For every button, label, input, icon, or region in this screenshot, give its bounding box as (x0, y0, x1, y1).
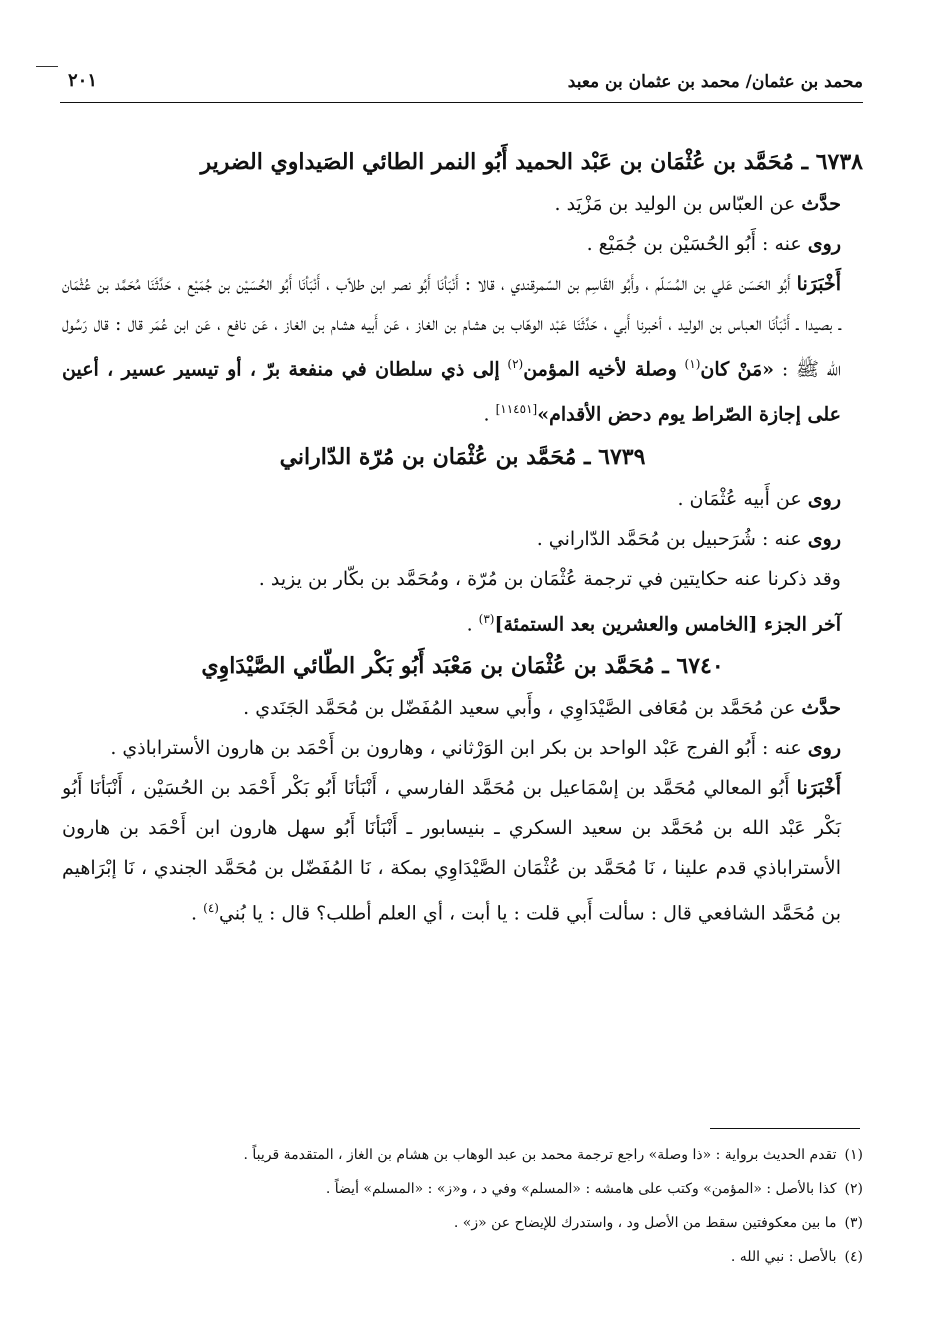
akhbarana-keyword: أَخْبَرَنا (796, 273, 841, 295)
footnote-rule (710, 1128, 860, 1129)
haddath-text: عن مُحَمَّد بن مُعَافى الصَّيْدَاوِي ، وأَبي سعيد المُفَضّل بن مُحَمَّد الجَنَدي . (243, 696, 796, 719)
isnad-text: أَبُو الحَسَن عَلي بن المُسَلّم ، وأَبُو القَاسِم بن السّمرقندي ، قالا : أَنْبَأنَا أَبُو نصر ابن طلاّب ، أَنْبَأنَا أَبُو الحُسَيْن بن جُمَيْع ، حَدَّثَنَا مُحَمَّد بن عُثْمَان ـ بصيدا ـ أَنْبَأنَا العباس بن الوليد ، أخبرنا أَبي ، حَدَّثَنَا عَبْد الوهّاب بن هشام بن الغاز ، عَن أَبيه هشام بن الغاز ، عَن نافع ، عَن ابن عُمَر قال : قال رَسُول الله ﷺ : (62, 273, 841, 381)
akhbarana-keyword: أَخْبَرَنا (796, 776, 841, 799)
end-dot: . (483, 403, 490, 426)
hadith-text-c: إلى ذي سلطان في منفعة برّ ، أو تيسير عسير ، أعين على إجازة الصّراط يوم دحض الأقدام» (62, 358, 841, 426)
entry-6738-haddath (62, 184, 863, 224)
main-text (62, 140, 863, 933)
rawa-keyword: روى (807, 233, 841, 255)
haddath-keyword: حدَّث (801, 696, 841, 719)
entry-6740-isnad (62, 768, 863, 933)
end-dot: . (466, 612, 473, 635)
haddath-text: عن العبّاس بن الوليد بن مَزْيَد . (554, 193, 796, 215)
haddath-keyword: حدَّث (801, 193, 841, 215)
running-title: محمد بن عثمان/ محمد بن عثمان بن معبد (567, 72, 863, 92)
footnote-text: بالأصل : نبي الله . (730, 1249, 837, 1265)
hadith-text-b: وصلة لأخيه المؤمن (523, 358, 677, 381)
entry-6739-title: ٦٧٣٩ ـ مُحَمَّد بن عُثْمَان بن مُرّة الدّاراني (279, 443, 646, 470)
footnote-text: ما بين معكوفتين سقط من الأصل ود ، واستدرك للإيضاح عن «ز» . (453, 1215, 837, 1231)
entry-6739-note: وقد ذكرنا عنه حكايتين في ترجمة عُثْمَان بن مُرّة ، ومُحَمَّد بن بكّار بن يزيد . (258, 567, 841, 590)
entry-6740-rawa (62, 728, 863, 768)
page-number: ٢٠١ (68, 70, 98, 91)
rawa-text: عنه : أَبُو الفرج عَبْد الواحد بن بكر ابن الوَرْثاني ، وهارون بن أَحْمَد بن هارون الأستراباذي . (110, 736, 802, 759)
header-rule (60, 102, 863, 103)
footnote-ref-4[interactable]: (٤) (203, 900, 219, 915)
rawa-text: عنه : أَبُو الحُسَيْن بن جُمَيْع . (586, 233, 802, 255)
hadith-text-a: «مَنْ كان (700, 358, 775, 381)
footnotes (62, 1138, 863, 1274)
footnote-number: (٤) (844, 1249, 863, 1265)
end-dot: . (191, 902, 198, 925)
entry-6738-title: ٦٧٣٨ ـ مُحَمَّد بن عُثْمَان بن عَبْد الحميد أَبُو النمر الطائي الصَيداوي الضرير (200, 149, 863, 175)
entry-6739-rawa-an (62, 479, 863, 519)
footnote-number: (٢) (844, 1181, 863, 1197)
footnote-ref-2[interactable]: (٢) (507, 357, 524, 371)
footnote-text: تقدم الحديث برواية : «ذا وصلة» راجع ترجمة محمد بن عبد الوهاب بن هشام بن الغاز ، المتقدمة قريباً . (243, 1147, 837, 1163)
entry-6738-rawa (62, 224, 863, 264)
footnote-3 (62, 1206, 863, 1240)
entry-6740-title: ٦٧٤٠ ـ مُحَمَّد بن عُثْمَان بن مَعْبَد أَبُو بَكْر الطّائي الصَّيْدَاوِي (201, 652, 724, 679)
entry-6740-haddath (62, 688, 863, 728)
rawa-text: عنه : شُرَحبيل بن مُحَمَّد الدّاراني . (536, 527, 802, 550)
entry-6738-isnad (62, 264, 863, 435)
rawa-keyword: روى (807, 736, 841, 759)
juz-end-text: آخر الجزء [الخامس والعشرين بعد الستمئة] (494, 612, 841, 635)
margin-tick (36, 66, 58, 67)
footnote-ref-1[interactable]: (١) (684, 357, 701, 371)
footnote-1 (62, 1138, 863, 1172)
rawa-keyword: روى (807, 527, 841, 550)
rawa-text: عن أَبيه عُثْمَان . (677, 487, 802, 510)
footnote-text: كذا بالأصل : «المؤمن» وكتب على هامشه : «المسلم» وفي د ، و«ز» : «المسلم» أيضاً . (325, 1181, 837, 1197)
footnote-4 (62, 1240, 863, 1274)
entry-6739-rawa-anhu (62, 519, 863, 559)
footnote-number: (٣) (844, 1215, 863, 1231)
entry-6739-juz-end (62, 599, 863, 644)
hadith-number: [١١٤٥١] (495, 402, 538, 417)
footnote-number: (١) (844, 1147, 863, 1163)
footnote-2 (62, 1172, 863, 1206)
page-header (60, 66, 863, 100)
rawa-keyword: روى (807, 487, 841, 510)
isnad-text: أَبُو المعالي مُحَمَّد بن إسْمَاعيل بن مُحَمَّد الفارسي ، أَنْبَأنَا أَبُو بَكْر أَحْمَد بن الحُسَيْن ، أَنْبَأنَا أَبُو بَكْر عَبْد الله بن مُحَمَّد بن سعيد السكري ـ بنيسابور ـ أَنْبَأنَا أَبُو سهل هارون ابن أَحْمَد بن هارون الأستراباذي قدم علينا ، نَا مُحَمَّد بن عُثْمَان الصَّيْدَاوِي بمكة ، نَا المُفَضّل بن مُحَمَّد الجندي ، نَا إبْرَاهيم بن مُحَمَّد الشافعي قال : سألت أَبي قلت : يا أبت ، أي العلم أطلب؟ قال : يا بُني (62, 776, 841, 925)
footnote-ref-3[interactable]: (٣) (478, 611, 495, 626)
